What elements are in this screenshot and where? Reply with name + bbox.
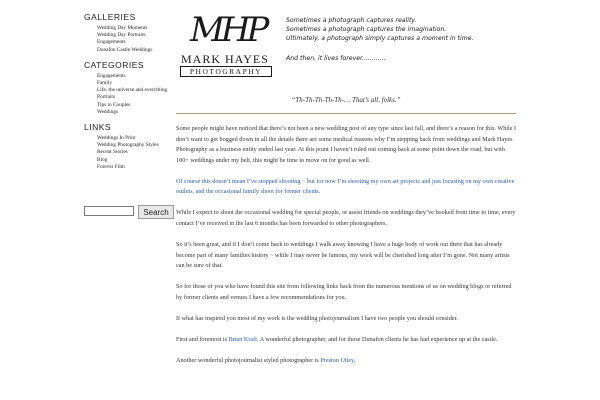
gallery-link-engagements[interactable]: Engagements [97,39,126,46]
link-weddings-in-print[interactable]: Weddings In Print [97,135,136,142]
tagline [286,16,526,43]
post-paragraph-highlight: Of course this doesn’t mean I’ve stopped shooting ~ but for now I’m shooting my own art projects and just focusing on my own creative outlets, and the occasional family shoot for former clients. [176,177,515,196]
preston-utley-link[interactable]: Preston Utley [320,356,354,364]
links-heading: LINKS [84,122,112,133]
galleries-list [97,25,174,54]
post-paragraph: So it’s been great, and if I don’t come back to weddings I walk away knowing I have a huge body of work out there that has already become part of many families history ~ while I may never be famous, my work will be cherished long after I’m gone. Not many artists can be sure of that. [176,240,510,270]
utley-suffix: . [353,356,356,364]
link-wedding-photography-styles[interactable]: Wedding Photography Styles [97,142,159,149]
sidebar [84,12,174,177]
gallery-link-wedding-day-moments[interactable]: Wedding Day Moments [97,25,148,31]
search-button[interactable]: Search [138,205,174,219]
tagline-line: Ultimately, a photograph simply captures a moment in time. [286,35,474,42]
category-link-weddings[interactable]: Weddings [97,108,119,115]
utley-prefix: Another wonderful photojournalist styled photographer is [176,356,321,364]
tagline-line: Sometimes a photograph captures reality. [286,17,417,24]
kraft-prefix: First and foremost is [176,335,229,343]
category-link-tips-to-couples[interactable]: Tips to Couples [97,101,131,108]
logo-subtitle: PHOTOGRAPHY [180,66,272,77]
post-paragraph-kraft [176,335,518,346]
search-form [84,205,174,219]
category-link-portraits[interactable]: Portraits [97,94,115,101]
tagline-footer: And then, it lives forever............ [286,55,386,62]
category-link-life-universe[interactable]: Life, the universe and everything [97,87,168,94]
post-paragraph: Some people might have noticed that there’s not been a new wedding post of any type since last fall, and there’s a reason for this. While I don’t want to get bogged down in all the details there are some medical reasons why I’m stepping back from weddings and Mark Hayes Photography as a business entity ended last year. At this point I haven’t ruled out coming back at some point down the road, but with 100+ weddings under my belt, this might be time to move on for good as well. [176,125,517,164]
gallery-link-wedding-day-portraits[interactable]: Wedding Day Portraits [97,32,146,39]
category-link-engagements[interactable]: Engagements [97,72,126,79]
post-paragraph-utley [176,356,518,367]
link-recent-stories[interactable]: Recent Stories [97,149,128,156]
logo-monogram: MHP [190,10,266,50]
logo-name: MARK HAYES [181,52,269,66]
categories-list [97,73,174,116]
link-forever-film[interactable]: Forever Film [97,163,125,170]
post-paragraph: While I expect to shoot the occasional wedding for special people, or assist friends on weddings they’ve booked from time to time, every contact I’ve received in the last 6 months has been forwarded to other photographers. [176,209,516,227]
post-quote: “Th-Th-Th-Th-Th-… That’s all, folks.” [291,96,401,104]
category-link-family[interactable]: Family [97,80,113,87]
tagline-line: Sometimes a photograph captures the imagination. [286,26,447,33]
gallery-link-dunafon-castle[interactable]: Dunafon Castle Weddings [97,46,153,53]
post-paragraph: If what has inspired you most of my work is the wedding photojournalism I have two people you should consider. [176,314,458,322]
site-logo[interactable] [176,10,276,82]
links-list [97,135,174,171]
post-paragraph: So for those of you who have found this site from following links back from the numerous mentions of us on wedding blogs or referred by former clients and venues I have a few recommendations for you. [176,283,512,301]
search-input[interactable] [84,206,134,216]
post-content [176,124,518,377]
categories-heading: CATEGORIES [84,59,145,70]
kraft-suffix: . A wonderful photographer, and for those Dunafon clients he has had experience up at the castle. [256,335,498,343]
link-blog[interactable]: Blog [97,156,108,163]
divider [176,113,516,114]
galleries-heading: GALLERIES [84,12,136,22]
brian-kraft-link[interactable]: Brian Kraft [228,335,257,343]
